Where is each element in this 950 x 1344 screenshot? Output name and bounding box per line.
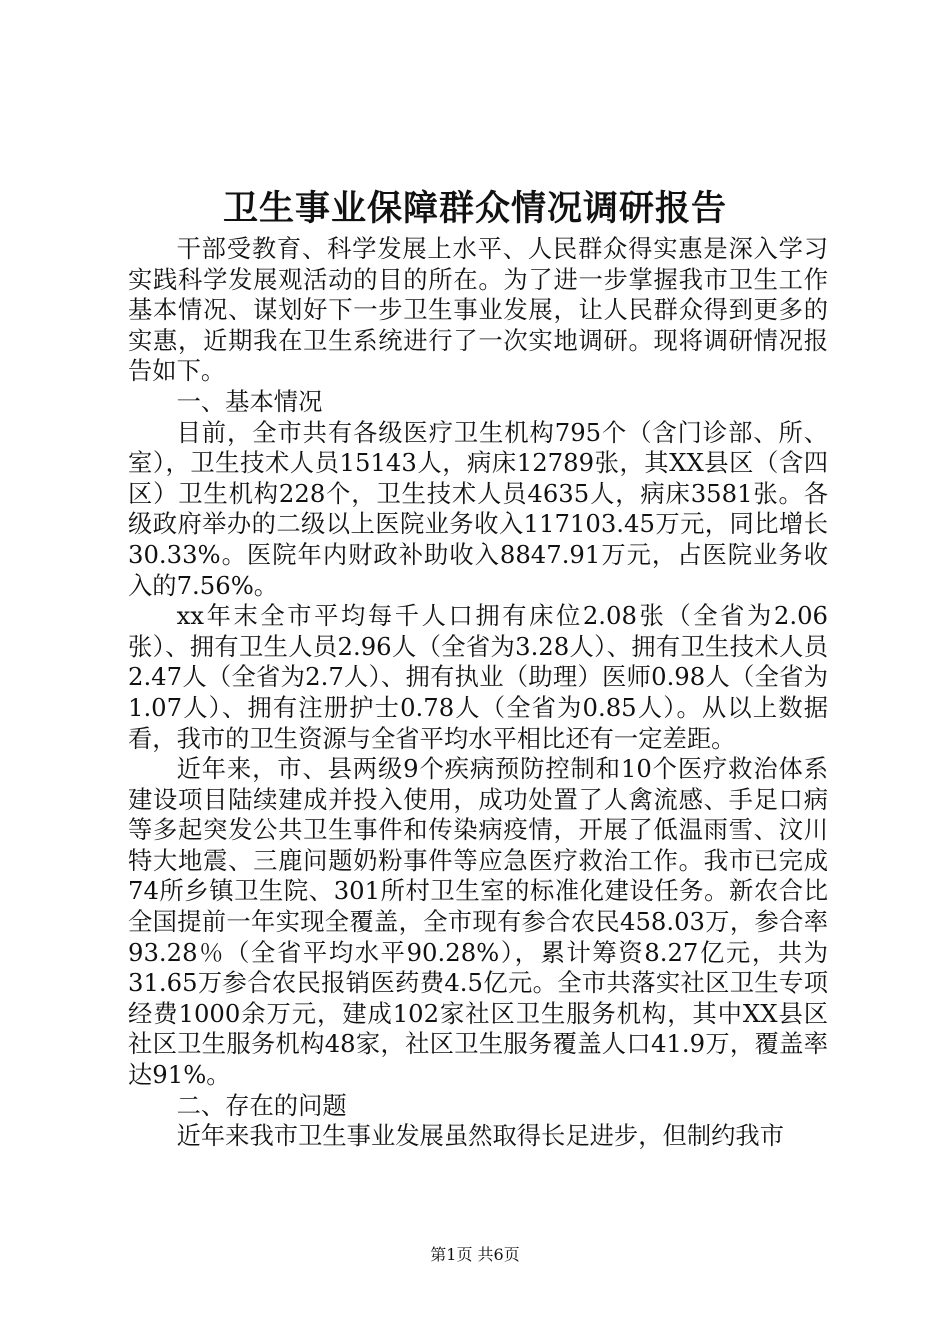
paragraph-recent-years: 近年来，市、县两级9个疾病预防控制和10个医疗救治体系建设项目陆续建成并投入使用，成功处置了人禽流感、手足口病等多起突发公共卫生事件和传染病疫情，开展了低温雨雪、汶川特大地震、三鹿问题奶粉事件等应急医疗救治工作。我市已完成74所乡镇卫生院、301所村卫生室的标准化建设任务。新农合比全国提前一年实现全覆盖，全市现有参合农民458.03万，参合率93.28％（全省平均水平90.28%），累计筹资8.27亿元，共为31.65万参合农民报销医药费4.5亿元。全市共落实社区卫生专项经费1000余万元，建成102家社区卫生服务机构，其中XX县区社区卫生服务机构48家，社区卫生服务覆盖人口41.9万，覆盖率达91%。	[128, 754, 828, 1090]
paragraph-institutions: 目前，全市共有各级医疗卫生机构795个（含门诊部、所、室），卫生技术人员15143人，病床12789张，其XX县区（含四区）卫生机构228个，卫生技术人员4635人，病床3581张。各级政府举办的二级以上医院业务收入117103.45万元，同比增长30.33%。医院年内财政补助收入8847.91万元，占医院业务收入的7.56%。	[128, 417, 828, 600]
paragraph-per-capita: xx年末全市平均每千人口拥有床位2.08张（全省为2.06张）、拥有卫生人员2.96人（全省为3.28人）、拥有卫生技术人员2.47人（全省为2.7人）、拥有执业（助理）医师0.98人（全省为1.07人）、拥有注册护士0.78人（全省为0.85人）。从以上数据看，我市的卫生资源与全省平均水平相比还有一定差距。	[128, 601, 828, 753]
paragraph-intro: 干部受教育、科学发展上水平、人民群众得实惠是深入学习实践科学发展观活动的目的所在。为了进一步掌握我市卫生工作基本情况、谋划好下一步卫生事业发展，让人民群众得到更多的实惠，近期我在卫生系统进行了一次实地调研。现将调研情况报告如下。	[128, 234, 828, 386]
section-heading-problems: 二、存在的问题	[176, 1090, 347, 1120]
section-heading-basic: 一、基本情况	[176, 386, 323, 416]
document-title: 卫生事业保障群众情况调研报告	[222, 188, 727, 229]
document-body	[128, 234, 828, 1152]
paragraph-problems-start: 近年来我市卫生事业发展虽然取得长足进步，但制约我市	[176, 1121, 785, 1151]
page-footer: 第1页 共6页	[430, 1245, 520, 1264]
